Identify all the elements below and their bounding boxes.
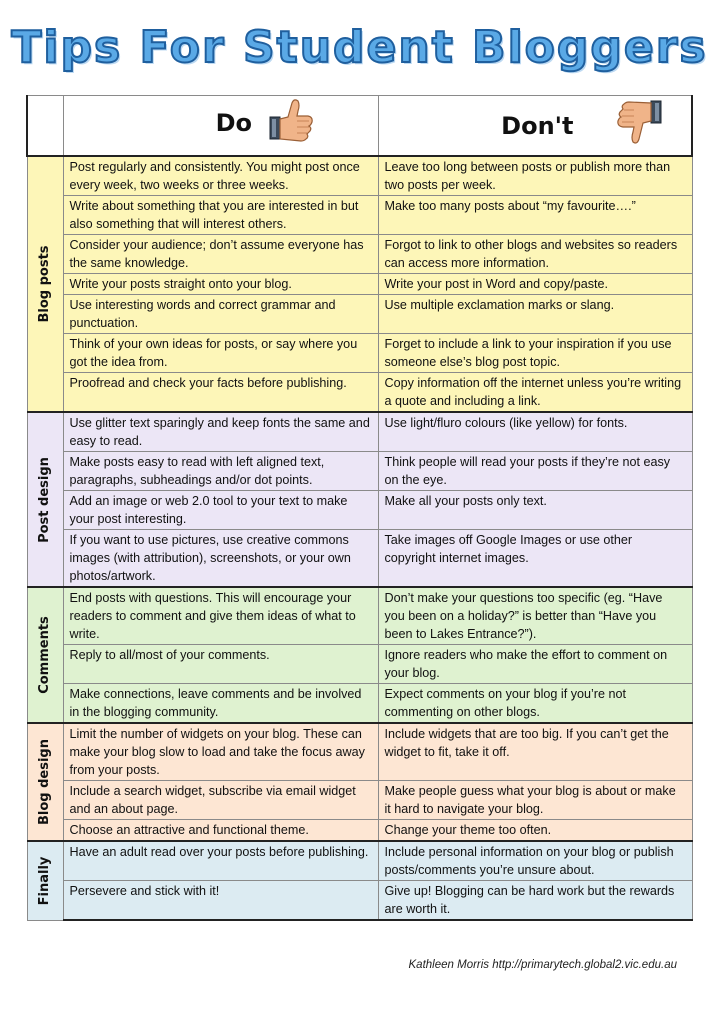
- section-post-design: [27, 412, 692, 587]
- table-row: [27, 723, 692, 781]
- dont-cell: Copy information off the internet unless you’re writing a quote and including a link.: [378, 373, 692, 413]
- category-cell: [27, 723, 63, 841]
- table-row: [27, 684, 692, 724]
- do-header-label: Do: [215, 108, 252, 137]
- do-cell: Add an image or web 2.0 tool to your text to make your post interesting.: [63, 491, 378, 530]
- dont-cell: Make too many posts about “my favourite….”: [378, 196, 692, 235]
- category-label: Blog design: [37, 738, 52, 826]
- dont-cell: Use multiple exclamation marks or slang.: [378, 295, 692, 334]
- dont-cell: Change your theme too often.: [378, 820, 692, 842]
- credit-line: Kathleen Morris http://primarytech.global2.vic.edu.au: [408, 959, 677, 971]
- table-row: [27, 274, 692, 295]
- category-label: Post design: [37, 456, 52, 543]
- do-cell: Persevere and stick with it!: [63, 881, 378, 921]
- dont-cell: Make all your posts only text.: [378, 491, 692, 530]
- section-blog-posts: [27, 156, 692, 412]
- category-cell: [27, 412, 63, 587]
- dont-cell: Think people will read your posts if they’re not easy on the eye.: [378, 452, 692, 491]
- do-cell: Use glitter text sparingly and keep fonts the same and easy to read.: [63, 412, 378, 452]
- do-cell: Use interesting words and correct grammar and punctuation.: [63, 295, 378, 334]
- dont-header: [378, 96, 692, 157]
- do-cell: End posts with questions. This will encourage your readers to comment and give them ideas of what to write.: [63, 587, 378, 645]
- category-cell: [27, 587, 63, 723]
- table-row: [27, 645, 692, 684]
- section-blog-design: [27, 723, 692, 841]
- do-cell: Consider your audience; don’t assume everyone has the same knowledge.: [63, 235, 378, 274]
- page-title: Tips For Student Bloggers: [11, 22, 708, 73]
- table-row: [27, 820, 692, 842]
- tips-table: [26, 95, 693, 921]
- do-cell: Limit the number of widgets on your blog. These can make your blog slow to load and take the focus away from your posts.: [63, 723, 378, 781]
- dont-header-label: Don't: [501, 111, 574, 140]
- dont-cell: Make people guess what your blog is about or make it hard to navigate your blog.: [378, 781, 692, 820]
- do-cell: Reply to all/most of your comments.: [63, 645, 378, 684]
- dont-cell: Take images off Google Images or use other copyright internet images.: [378, 530, 692, 588]
- dont-cell: Don’t make your questions too specific (eg. “Have you been on a holiday?” is better than “Have you been to Lakes Entrance?”).: [378, 587, 692, 645]
- do-cell: Write about something that you are interested in but also something that will interest others.: [63, 196, 378, 235]
- table-row: [27, 295, 692, 334]
- table-row: [27, 530, 692, 588]
- table-row: [27, 587, 692, 645]
- dont-cell: Use light/fluro colours (like yellow) for fonts.: [378, 412, 692, 452]
- do-cell: Post regularly and consistently. You might post once every week, two weeks or three weeks.: [63, 156, 378, 196]
- table-row: [27, 781, 692, 820]
- thumbs-down-icon: [611, 97, 663, 154]
- do-cell: If you want to use pictures, use creative commons images (with attribution), screenshots, or your own photos/artwork.: [63, 530, 378, 588]
- table-row: [27, 334, 692, 373]
- dont-cell: Leave too long between posts or publish more than two posts per week.: [378, 156, 692, 196]
- category-cell: [27, 841, 63, 920]
- table-row: [27, 412, 692, 452]
- dont-cell: Forget to include a link to your inspiration if you use someone else’s blog post topic.: [378, 334, 692, 373]
- category-label: Comments: [37, 616, 52, 694]
- do-cell: Have an adult read over your posts before publishing.: [63, 841, 378, 881]
- do-header: [63, 96, 378, 157]
- dont-cell: Ignore readers who make the effort to comment on your blog.: [378, 645, 692, 684]
- table-row: [27, 235, 692, 274]
- table-row: [27, 373, 692, 413]
- table-row: [27, 881, 692, 921]
- do-cell: Make connections, leave comments and be involved in the blogging community.: [63, 684, 378, 724]
- do-cell: Choose an attractive and functional theme.: [63, 820, 378, 842]
- dont-cell: Forgot to link to other blogs and websites so readers can access more information.: [378, 235, 692, 274]
- header-corner-cell: [27, 96, 63, 157]
- category-label: Finally: [37, 856, 52, 906]
- category-label: Blog posts: [37, 245, 52, 323]
- dont-cell: Expect comments on your blog if you’re not commenting on other blogs.: [378, 684, 692, 724]
- section-finally: [27, 841, 692, 920]
- dont-cell: Give up! Blogging can be hard work but the rewards are worth it.: [378, 881, 692, 921]
- do-cell: Make posts easy to read with left aligned text, paragraphs, subheadings and/or dot points.: [63, 452, 378, 491]
- do-cell: Include a search widget, subscribe via email widget and an about page.: [63, 781, 378, 820]
- dont-cell: Write your post in Word and copy/paste.: [378, 274, 692, 295]
- table-row: [27, 156, 692, 196]
- category-cell: [27, 156, 63, 412]
- table-header-row: [27, 96, 692, 157]
- do-cell: Think of your own ideas for posts, or say where you got the idea from.: [63, 334, 378, 373]
- section-comments: [27, 587, 692, 723]
- dont-cell: Include widgets that are too big. If you can’t get the widget to fit, take it off.: [378, 723, 692, 781]
- table-row: [27, 452, 692, 491]
- do-cell: Write your posts straight onto your blog.: [63, 274, 378, 295]
- table-row: [27, 196, 692, 235]
- table-row: [27, 491, 692, 530]
- do-cell: Proofread and check your facts before publishing.: [63, 373, 378, 413]
- thumbs-up-icon: [268, 97, 314, 148]
- table-row: [27, 841, 692, 881]
- dont-cell: Include personal information on your blog or publish posts/comments you’re unsure about.: [378, 841, 692, 881]
